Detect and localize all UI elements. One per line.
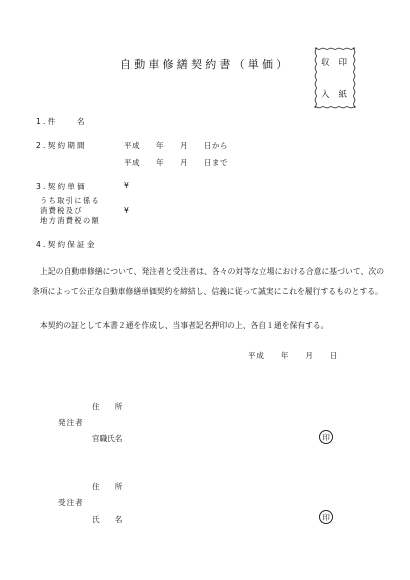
orderer-seal-mark: 印 bbox=[319, 430, 333, 444]
orderer-address-label: 住 所 bbox=[92, 402, 123, 411]
period-to: 平成 年 月 日まで bbox=[124, 158, 228, 167]
revenue-stamp-box bbox=[313, 46, 357, 110]
orderer-role: 発注者 bbox=[58, 418, 84, 427]
contractor-address-label: 住 所 bbox=[92, 482, 123, 491]
orderer-name-label: 官職氏名 bbox=[92, 434, 123, 443]
item-period-label: 2.契約期間 bbox=[36, 141, 87, 150]
period-from: 平成 年 月 日から bbox=[124, 141, 228, 150]
unit-price-yen: ¥ bbox=[124, 181, 129, 190]
signing-date: 平成 年 月 日 bbox=[248, 351, 339, 360]
item-deposit-label: 4.契約保証金 bbox=[36, 240, 97, 249]
contractor-name-label: 氏 名 bbox=[92, 515, 123, 524]
body-paragraph-2: 本契約の証として本書２通を作成し、当事者記名押印の上、各自１通を保有する。 bbox=[40, 321, 329, 330]
tax-line-1: うち取引に係る bbox=[40, 196, 101, 205]
tax-line-2: 消費税及び bbox=[40, 206, 83, 215]
contractor-seal-mark: 印 bbox=[319, 510, 333, 524]
stamp-label-bottom: 入紙 bbox=[321, 90, 357, 100]
contractor-role: 受注者 bbox=[58, 498, 84, 507]
body-paragraph-1: 上記の自動車修繕について、発注者と受注者は、各々の対等な立場における合意に基づいて、次の条項によって公正な自動車修繕単価契約を締結し、信義に従って誠実にこれを履行するものとする。 bbox=[32, 267, 384, 296]
item-subject-label: 1.件 名 bbox=[36, 117, 87, 126]
document-title: 自動車修繕契約書（単価） bbox=[120, 58, 291, 71]
item-unit-price-label: 3.契約単価 bbox=[36, 182, 87, 191]
tax-line-3: 地方消費税の額 bbox=[40, 216, 101, 225]
stamp-label-top: 収印 bbox=[321, 58, 357, 68]
tax-yen: ¥ bbox=[124, 206, 129, 215]
